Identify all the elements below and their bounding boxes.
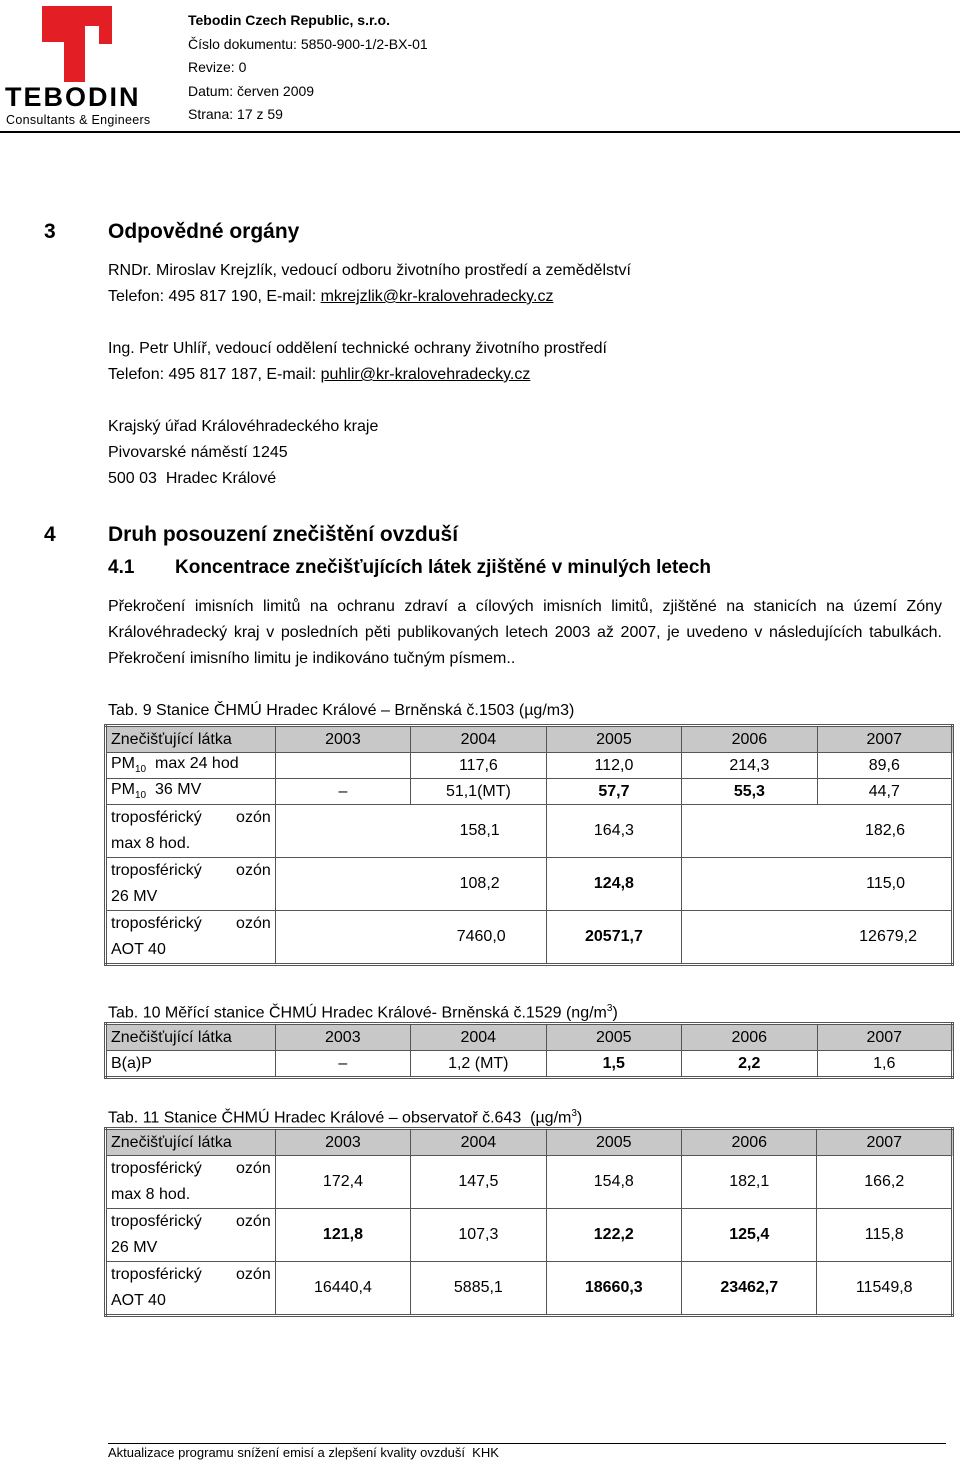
- office-street: Pivovarské náměstí 1245: [108, 444, 288, 461]
- table-row: troposférický ozón AOT 40 16440,4 5885,1 18660,3 23462,7 11549,8: [106, 1262, 953, 1316]
- header-info: [188, 9, 428, 127]
- contact-1: [108, 258, 631, 310]
- table-9-caption: Tab. 9 Stanice ČHMÚ Hradec Králové – Brněnská č.1503 (µg/m3): [108, 702, 575, 719]
- table-row: $PM_{10}$ 36 MV – 51,1(MT) 57,7 55,3 44,7: [106, 779, 953, 805]
- section-4-number: 4: [44, 523, 56, 546]
- company-logo: [2, 4, 157, 128]
- office-name: Krajský úřad Královéhradeckého kraje: [108, 418, 379, 435]
- footer-text: Aktualizace programu snížení emisí a zlepšení kvality ovzduší KHK: [108, 1445, 499, 1460]
- date: Datum: červen 2009: [188, 82, 315, 99]
- table-row: Znečišťující látka 2003 2004 2005 2006 2007: [106, 1129, 953, 1156]
- section-3-title: Odpovědné orgány: [108, 220, 300, 243]
- page-number: Strana: 17 z 59: [188, 106, 283, 122]
- table-row: troposférický ozón AOT 40 7460,0 20571,7 12679,2: [106, 911, 953, 965]
- contact-1-email-link[interactable]: mkrejzlik@kr-kralovehradecky.cz: [320, 288, 554, 305]
- contact-2: [108, 336, 607, 388]
- contact-1-name: RNDr. Miroslav Krejzlík, vedoucí odboru životního prostředí a zemědělství: [108, 262, 631, 279]
- logo-mark-icon: [2, 4, 157, 84]
- header-rule: [0, 131, 960, 133]
- table-row: troposférický ozón 26 MV 121,8 107,3 122,2 125,4 115,8: [106, 1209, 953, 1262]
- subsection-title: Koncentrace znečišťujících látek zjištěné v minulých letech: [175, 557, 712, 578]
- table-row: $PM_{10}$ max 24 hod 117,6 112,0 214,3 89,6: [106, 753, 953, 779]
- table-row: B(a)P – 1,2 (MT) 1,5 2,2 1,6: [106, 1051, 953, 1078]
- document-number: Číslo dokumentu: 5850-900-1/2-BX-01: [188, 35, 428, 52]
- table-11-caption: Tab. 11 Stanice ČHMÚ Hradec Králové – observatoř č.643 $(\mu g/m^3)$: [108, 1108, 583, 1127]
- logo-name: TEBODIN: [5, 82, 141, 112]
- footer-rule: [108, 1443, 946, 1444]
- subsection-number: 4.1: [108, 557, 135, 578]
- table-9: [104, 724, 954, 966]
- revision: Revize: 0: [188, 59, 247, 75]
- contact-2-email-link[interactable]: puhlir@kr-kralovehradecky.cz: [320, 366, 531, 383]
- table-row: troposférický ozón 26 MV 108,2 124,8 115,0: [106, 858, 953, 911]
- table-row: troposférický ozón max 8 hod. 172,4 147,5 154,8 182,1 166,2: [106, 1156, 953, 1209]
- table-11: [104, 1127, 954, 1317]
- table-10: [104, 1022, 954, 1079]
- contact-2-name: Ing. Petr Uhlíř, vedoucí oddělení technické ochrany životního prostředí: [108, 340, 607, 357]
- company-name: Tebodin Czech Republic, s.r.o.: [188, 12, 390, 28]
- office-city: 500 03 Hradec Králové: [108, 470, 277, 487]
- office-address: [108, 414, 378, 492]
- intro-paragraph: Překročení imisních limitů na ochranu zdraví a cílových imisních limitů, zjištěné na stanicích na území Zóny Královéhradecký kraj v posledních pěti publikovaných letech 2003 až 2007, je uvedeno v následujících tabulkách. Překročení imisního limitu je indikováno tučným písmem..: [108, 598, 942, 667]
- table-row: troposférický ozón max 8 hod. 158,1 164,3 182,6: [106, 805, 953, 858]
- logo-tagline: Consultants & Engineers: [6, 113, 151, 127]
- table-row: Znečišťující látka 2003 2004 2005 2006 2007: [106, 726, 953, 753]
- contact-1-phone: Telefon: 495 817 190, E-mail: mkrejzlik@kr-kralovehradecky.cz: [108, 288, 554, 305]
- table-10-caption: Tab. 10 Měřící stanice ČHMÚ Hradec Králové- Brněnská č.1529 $(ng/m^3)$: [108, 1003, 618, 1022]
- table-row: Znečišťující látka 2003 2004 2005 2006 2007: [106, 1024, 953, 1051]
- section-4-title: Druh posouzení znečištění ovzduší: [108, 523, 459, 546]
- contact-2-phone: Telefon: 495 817 187, E-mail: puhlir@kr-kralovehradecky.cz: [108, 366, 531, 383]
- section-3-number: 3: [44, 220, 56, 243]
